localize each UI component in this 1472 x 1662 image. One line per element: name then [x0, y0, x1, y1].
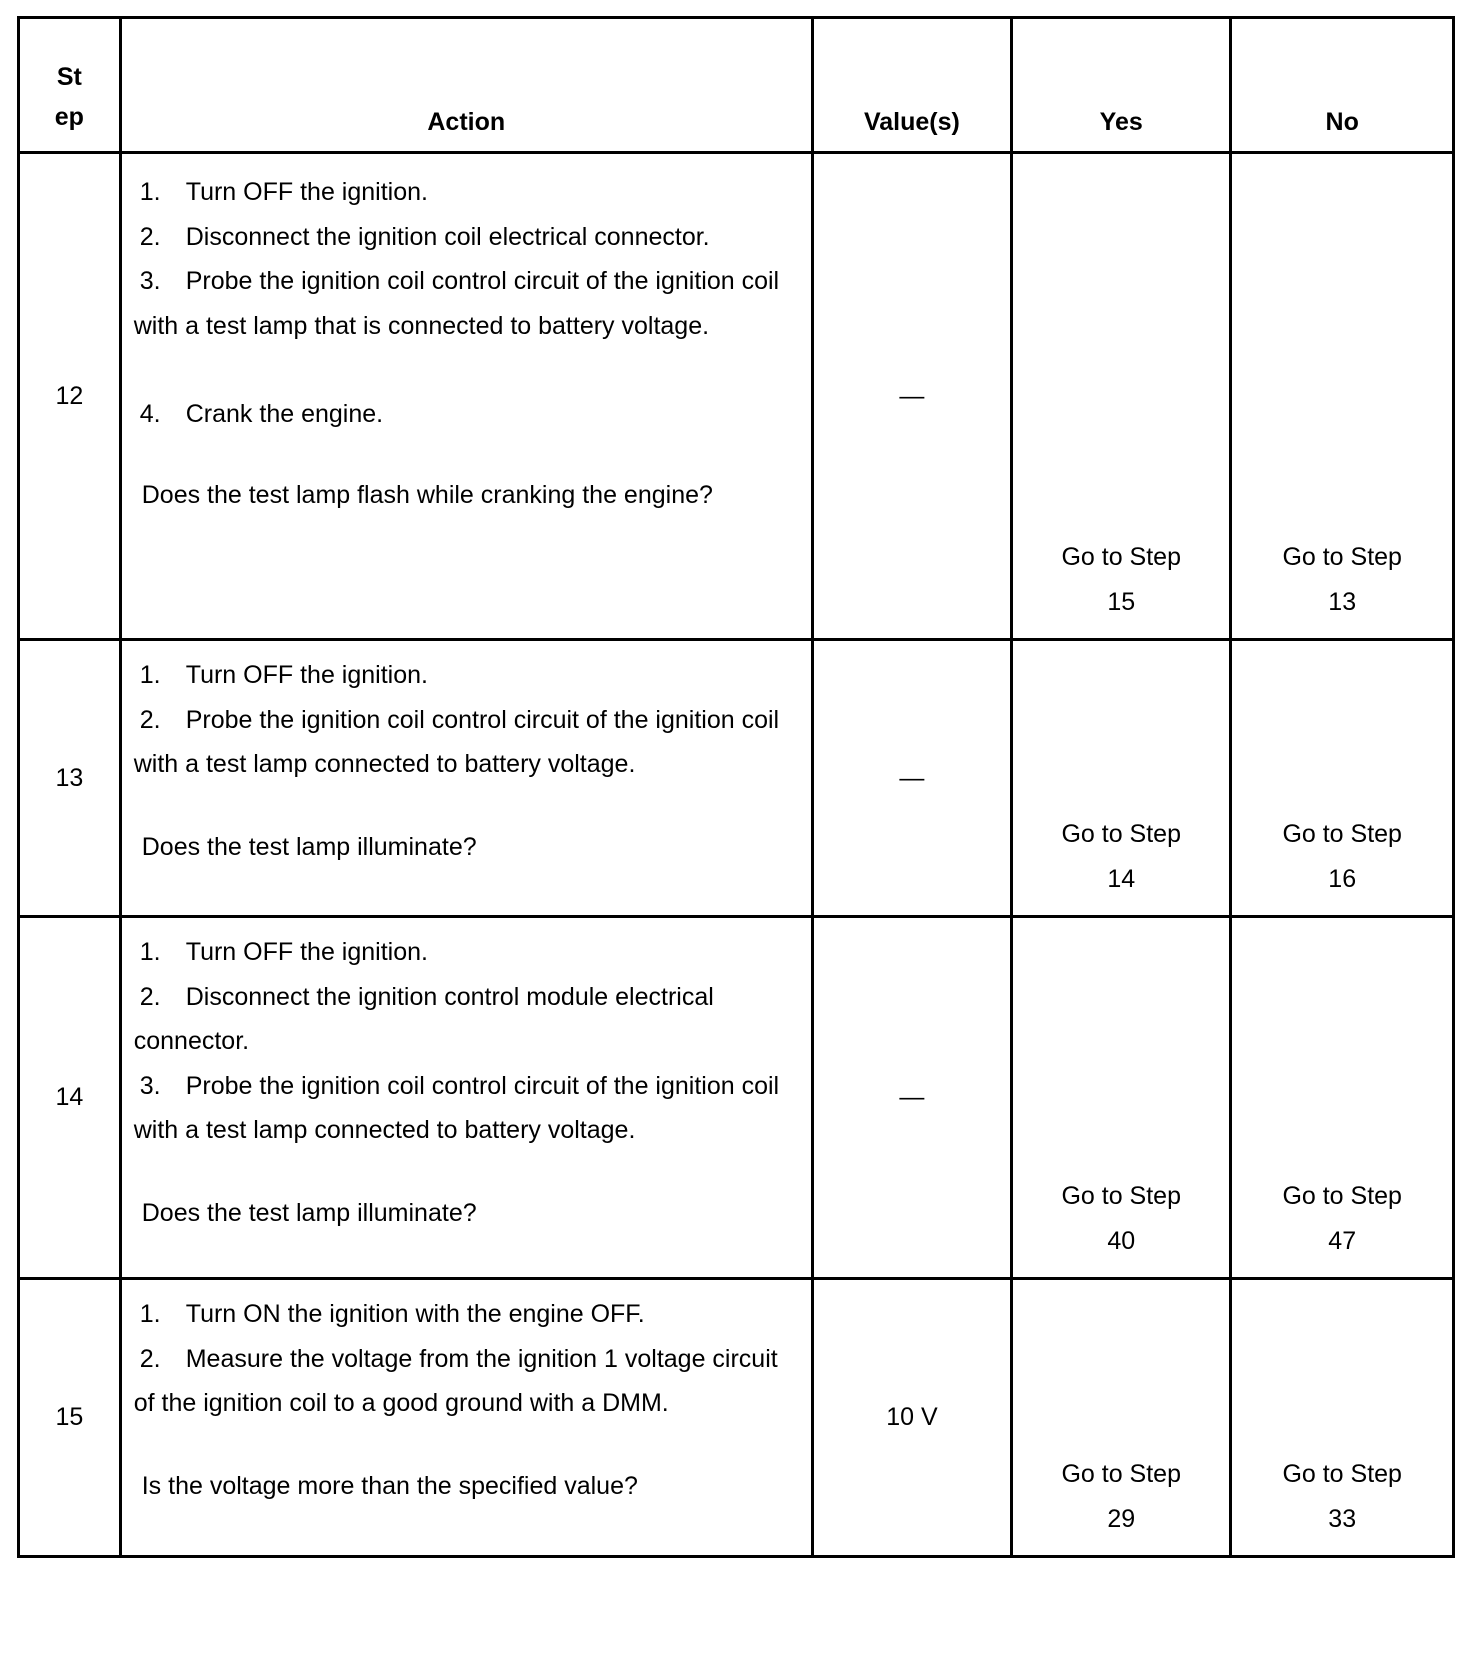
- header-row: [19, 18, 1454, 153]
- value-cell: —: [812, 917, 1011, 1279]
- item-text: Probe the ignition coil control circuit of the ignition coil with a test lamp that is connected to battery voltage.: [133, 267, 780, 340]
- header-step-line2: ep: [54, 103, 84, 131]
- item-text: Probe the ignition coil control circuit of the ignition coil with a test lamp connected to battery voltage.: [133, 705, 780, 778]
- item-number: 4.: [139, 400, 161, 428]
- yes-cell: [1012, 640, 1231, 917]
- yes-cell: [1012, 153, 1231, 640]
- yes-link-text: Go to Step 29: [1061, 1460, 1181, 1533]
- table-row: [19, 153, 1454, 640]
- no-cell: [1231, 153, 1454, 640]
- step-number: 13: [19, 640, 121, 917]
- table-row: [19, 917, 1454, 1279]
- item-number: 1.: [139, 938, 161, 966]
- item-number: 2.: [139, 705, 161, 734]
- no-link-text: Go to Step 16: [1282, 820, 1402, 893]
- header-action: Action: [120, 18, 812, 153]
- header-step: [19, 18, 121, 153]
- action-cell: [120, 640, 812, 917]
- no-link-text: Go to Step 47: [1282, 1182, 1402, 1255]
- item-text: Turn OFF the ignition.: [185, 938, 428, 966]
- action-cell: [120, 153, 812, 640]
- yes-link-text: Go to Step 14: [1061, 820, 1181, 893]
- action-item: [134, 392, 799, 437]
- action-item: [134, 1337, 799, 1426]
- value-cell: —: [812, 153, 1011, 640]
- action-item: [134, 259, 799, 348]
- table-row: [19, 640, 1454, 917]
- item-text: Probe the ignition coil control circuit of the ignition coil with a test lamp connected to battery voltage.: [133, 1071, 780, 1144]
- item-number: 1.: [139, 178, 161, 206]
- value-cell: 10 V: [812, 1279, 1011, 1557]
- no-cell: [1231, 640, 1454, 917]
- action-question: Does the test lamp illuminate?: [141, 832, 477, 861]
- action-cell: [120, 917, 812, 1279]
- yes-cell: [1012, 917, 1231, 1279]
- item-number: 3.: [139, 1071, 161, 1100]
- item-number: 1.: [139, 1300, 161, 1328]
- no-link-text: Go to Step 13: [1282, 543, 1402, 616]
- yes-link-text: Go to Step 40: [1061, 1182, 1181, 1255]
- step-number: 15: [19, 1279, 121, 1557]
- header-yes: Yes: [1012, 18, 1231, 153]
- item-text: Turn OFF the ignition.: [185, 661, 428, 689]
- yes-link-text: Go to Step 15: [1061, 543, 1181, 616]
- action-item: [134, 975, 799, 1064]
- action-question: Does the test lamp illuminate?: [141, 1198, 477, 1227]
- action-item: [134, 930, 799, 975]
- item-text: Measure the voltage from the ignition 1 voltage circuit of the ignition coil to a good ground with a DMM.: [133, 1344, 778, 1417]
- header-values: Value(s): [812, 18, 1011, 153]
- step-number: 14: [19, 917, 121, 1279]
- item-text: Turn OFF the ignition.: [185, 178, 428, 206]
- action-item: [134, 653, 799, 698]
- item-number: 2.: [139, 222, 161, 251]
- value-cell: —: [812, 640, 1011, 917]
- no-cell: [1231, 917, 1454, 1279]
- diagnostic-table: [17, 16, 1455, 1558]
- item-text: Turn ON the ignition with the engine OFF.: [185, 1300, 645, 1328]
- table-row: [19, 1279, 1454, 1557]
- item-number: 3.: [139, 267, 161, 295]
- item-text: Crank the engine.: [185, 400, 384, 428]
- item-number: 2.: [139, 1344, 161, 1373]
- action-question: Does the test lamp flash while cranking the engine?: [141, 480, 713, 509]
- item-number: 1.: [139, 661, 161, 689]
- step-number: 12: [19, 153, 121, 640]
- header-step-line1: St: [56, 63, 82, 91]
- action-item: [134, 698, 799, 787]
- item-text: Disconnect the ignition coil electrical connector.: [185, 222, 710, 251]
- no-link-text: Go to Step 33: [1282, 1460, 1402, 1533]
- action-question: Is the voltage more than the specified value?: [141, 1471, 638, 1500]
- action-item: [134, 215, 799, 260]
- yes-cell: [1012, 1279, 1231, 1557]
- item-number: 2.: [139, 982, 161, 1011]
- action-item: [134, 1064, 799, 1153]
- item-text: Disconnect the ignition control module electrical connector.: [133, 982, 714, 1055]
- action-cell: [120, 1279, 812, 1557]
- action-item: [134, 170, 799, 215]
- header-no: No: [1231, 18, 1454, 153]
- action-item: [134, 1292, 799, 1337]
- no-cell: [1231, 1279, 1454, 1557]
